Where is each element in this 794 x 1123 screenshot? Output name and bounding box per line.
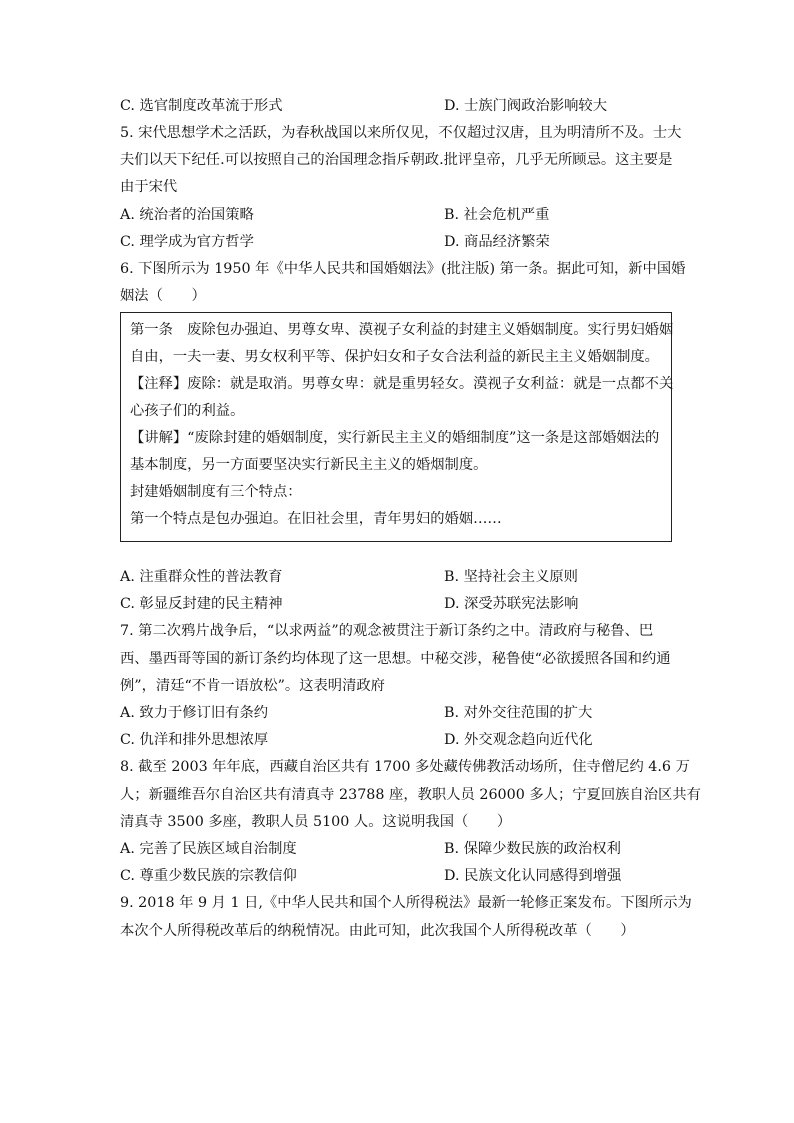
q7-option-a: A. 致力于修订旧有条约 <box>120 705 269 721</box>
q6-option-a: A. 注重群众性的普法教育 <box>120 569 283 585</box>
q6-source-line-7: 封建婚姻制度有三个特点： <box>130 484 302 500</box>
q8-option-c: C. 尊重少数民族的宗教信仰 <box>120 868 297 884</box>
q8-stem-line-3: 清真寺 3500 多座，教职人员 5100 人。这说明我国（ ） <box>120 814 512 830</box>
q6-source-line-4: 心孩子们的利益。 <box>130 403 245 419</box>
q4-option-d: D. 士族门阀政治影响较大 <box>444 98 608 114</box>
q4-option-c: C. 选官制度改革流于形式 <box>120 98 283 114</box>
q9-stem-line-1: 9. 2018 年 9 月 1 日,《中华人民共和国个人所得税法》最新一轮修正案发布。下图所示为 <box>120 895 692 911</box>
q8-option-d: D. 民族文化认同感得到增强 <box>444 868 622 884</box>
q6-source-line-1: 第一条 废除包办强迫、男尊女卑、漠视子女利益的封建主义婚姻制度。实行男妇婚姻 <box>130 322 674 338</box>
q7-stem-line-2: 西、墨西哥等国的新订条约均体现了这一思想。中秘交涉，秘鲁使“必欲援照各国和约通 <box>120 651 671 667</box>
q6-stem-line-2: 姻法（ ） <box>120 288 206 304</box>
q6-source-line-5: 【讲解】“废除封建的婚姻制度，实行新民主主义的婚细制度”这一条是这部婚姻法的 <box>130 430 660 446</box>
q6-source-line-8: 第一个特点是包办强迫。在旧社会里，青年男妇的婚姻…… <box>130 511 502 527</box>
q7-stem-line-3: 例”，清廷“不肯一语放松”。这表明清政府 <box>120 678 385 694</box>
q9-stem-line-2: 本次个人所得税改革后的纳税情况。由此可知，此次我国个人所得税改革（ ） <box>120 923 635 939</box>
q6-source-line-2: 自由，一夫一妻、男女权利平等、保护妇女和子女合法利益的新民主主义婚姻制度。 <box>130 349 659 365</box>
q6-option-b: B. 坚持社会主义原则 <box>444 569 578 585</box>
q5-stem-line-1: 5. 宋代思想学术之活跃，为春秋战国以来所仅见，不仅超过汉唐，且为明清所不及。士大 <box>120 125 682 141</box>
q6-option-d: D. 深受苏联宪法影响 <box>444 596 579 612</box>
q7-option-c: C. 仇洋和排外思想浓厚 <box>120 732 269 748</box>
q7-option-d: D. 外交观念趋向近代化 <box>444 732 593 748</box>
q5-stem-line-2: 夫们以天下纪任.可以按照自己的治国理念指斥朝政.批评皇帝，几乎无所顾忌。这主要是 <box>120 152 673 168</box>
q6-source-line-3: 【注释】废除：就是取消。男尊女卑：就是重男轻女。漠视子女利益：就是一点都不关 <box>130 376 674 392</box>
q6-source-box <box>120 312 672 542</box>
q6-stem-line-1: 6. 下图所示为 1950 年《中华人民共和国婚姻法》(批注版) 第一条。据此可知，新中国婚 <box>120 261 686 277</box>
q5-option-a: A. 统治者的治国策略 <box>120 207 254 223</box>
q5-stem-line-3: 由于宋代 <box>120 179 178 195</box>
q8-stem-line-1: 8. 截至 2003 年年底，西藏自治区共有 1700 多处藏传佛教活动场所，住寺僧尼约 4.6 万 <box>120 759 690 775</box>
q8-option-a: A. 完善了民族区域自治制度 <box>120 841 297 857</box>
q8-option-b: B. 保障少数民族的政治权利 <box>444 841 621 857</box>
q5-option-b: B. 社会危机严重 <box>444 207 550 223</box>
q7-option-b: B. 对外交往范围的扩大 <box>444 705 593 721</box>
q7-stem-line-1: 7. 第二次鸦片战争后，“以求两益”的观念被贯注于新订条约之中。清政府与秘鲁、巴 <box>120 623 654 639</box>
q6-source-line-6: 基本制度，另一方面要坚决实行新民主主义的婚烟制度。 <box>130 457 488 473</box>
q8-stem-line-2: 人；新疆维吾尔自治区共有清真寺 23788 座，教职人员 26000 多人；宁夏回族自治区共有 <box>120 787 701 803</box>
q5-option-d: D. 商品经济繁荣 <box>444 234 550 250</box>
q6-option-c: C. 彰显反封建的民主精神 <box>120 596 283 612</box>
q5-option-c: C. 理学成为官方哲学 <box>120 234 254 250</box>
